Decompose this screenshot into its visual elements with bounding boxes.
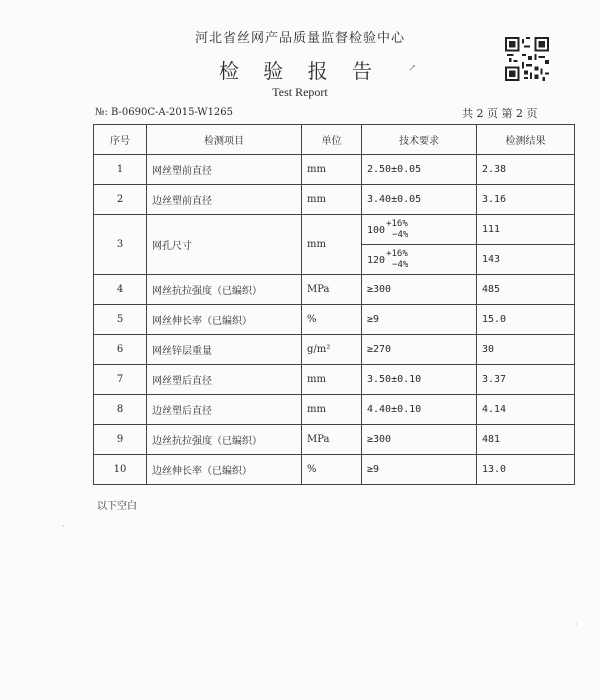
test-item: 网丝锌层重量	[147, 335, 302, 365]
test-results-table	[93, 124, 575, 485]
requirement: 3.40±0.05	[362, 185, 477, 215]
table-row	[94, 185, 575, 215]
unit: g/m²	[302, 335, 362, 365]
result: 3.16	[477, 185, 575, 215]
unit: mm	[302, 365, 362, 395]
result: 4.14	[477, 395, 575, 425]
test-item: 网丝抗拉强度（已编织）	[147, 275, 302, 305]
requirement: 2.50±0.05	[362, 155, 477, 185]
table-header-row	[94, 125, 575, 155]
requirement	[362, 245, 477, 275]
column-header: 检测结果	[477, 125, 575, 155]
unit: %	[302, 305, 362, 335]
unit: mm	[302, 155, 362, 185]
tolerance	[386, 249, 408, 271]
requirement: 3.50±0.10	[362, 365, 477, 395]
pen-mark: ↗	[408, 63, 417, 74]
tolerance-lower: −4%	[392, 259, 409, 270]
row-number: 1	[94, 155, 147, 185]
row-number: 2	[94, 185, 147, 215]
result: 3.37	[477, 365, 575, 395]
result: 2.38	[477, 155, 575, 185]
result: 15.0	[477, 305, 575, 335]
tolerance-lower: −4%	[392, 229, 409, 240]
organization-name: 河北省丝网产品质量监督检验中心	[194, 31, 405, 46]
tolerance-upper: +16%	[386, 218, 408, 229]
test-item: 网丝伸长率（已编织）	[147, 305, 302, 335]
column-header: 单位	[302, 125, 362, 155]
table-row	[94, 215, 575, 245]
row-number: 9	[94, 425, 147, 455]
requirement: ≥270	[362, 335, 477, 365]
requirement-base: 100	[367, 224, 386, 236]
report-title: 检 验 报 告	[218, 59, 382, 83]
table-row	[94, 155, 575, 185]
result: 111	[477, 215, 575, 245]
requirement: ≥300	[362, 275, 477, 305]
test-item: 边丝塑后直径	[147, 395, 302, 425]
qr-code-icon	[505, 37, 549, 81]
page-info: 共 2 页 第 2 页	[462, 107, 538, 120]
table-row	[94, 335, 575, 365]
test-item: 边丝伸长率（已编织）	[147, 455, 302, 485]
requirement	[362, 215, 477, 245]
paper-speck: ·	[575, 620, 578, 629]
requirement: ≥300	[362, 425, 477, 455]
unit: mm	[302, 215, 362, 275]
report-number: №: B-0690C-A-2015-W1265	[95, 107, 234, 118]
tolerance	[386, 219, 408, 241]
result: 30	[477, 335, 575, 365]
row-number: 8	[94, 395, 147, 425]
test-item: 边丝抗拉强度（已编织）	[147, 425, 302, 455]
row-number: 3	[94, 215, 147, 275]
report-subtitle: Test Report	[272, 85, 328, 99]
unit: mm	[302, 395, 362, 425]
result: 485	[477, 275, 575, 305]
result: 13.0	[477, 455, 575, 485]
test-item: 边丝塑前直径	[147, 185, 302, 215]
table-row	[94, 395, 575, 425]
result: 481	[477, 425, 575, 455]
paper-speck: ·	[62, 522, 65, 531]
column-header: 检测项目	[147, 125, 302, 155]
requirement: ≥9	[362, 305, 477, 335]
unit: %	[302, 455, 362, 485]
row-number: 10	[94, 455, 147, 485]
column-header: 技术要求	[362, 125, 477, 155]
requirement: ≥9	[362, 455, 477, 485]
unit: mm	[302, 185, 362, 215]
result: 143	[477, 245, 575, 275]
row-number: 7	[94, 365, 147, 395]
unit: MPa	[302, 275, 362, 305]
table-row	[94, 455, 575, 485]
test-item: 网丝塑前直径	[147, 155, 302, 185]
blank-below-note: 以下空白	[97, 501, 137, 512]
tolerance-upper: +16%	[386, 248, 408, 259]
row-number: 5	[94, 305, 147, 335]
table-row	[94, 365, 575, 395]
table-row	[94, 425, 575, 455]
row-number: 4	[94, 275, 147, 305]
table-row	[94, 305, 575, 335]
row-number: 6	[94, 335, 147, 365]
table-row	[94, 275, 575, 305]
requirement: 4.40±0.10	[362, 395, 477, 425]
test-item: 网丝塑后直径	[147, 365, 302, 395]
unit: MPa	[302, 425, 362, 455]
column-header: 序号	[94, 125, 147, 155]
test-item: 网孔尺寸	[147, 215, 302, 275]
requirement-base: 120	[367, 254, 386, 266]
